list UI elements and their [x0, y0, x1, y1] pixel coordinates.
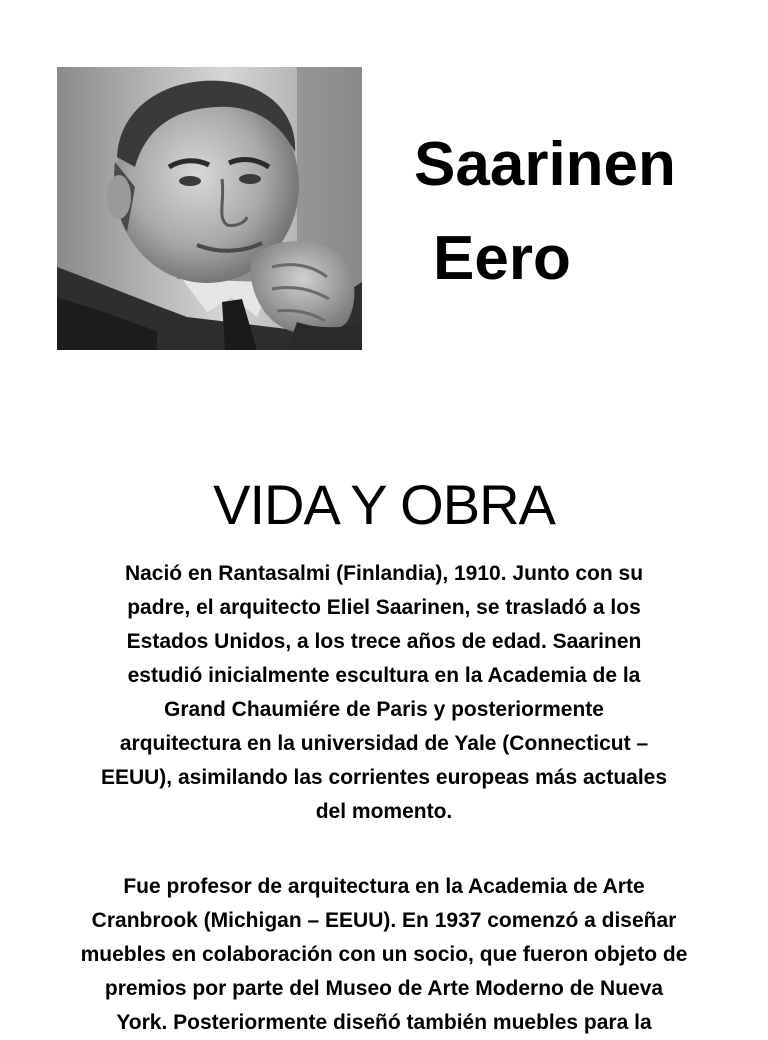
- bio-line: Fue profesor de arquitectura en la Academia de Arte: [123, 875, 645, 898]
- bio-line: Estados Unidos, a los trece años de edad. Saarinen: [126, 630, 642, 653]
- bio-line: del momento.: [315, 800, 453, 823]
- bio-line: York. Posteriormente diseñó también muebles para la: [116, 1011, 652, 1034]
- bio-line: arquitectura en la universidad de Yale (Connecticut –: [119, 732, 649, 755]
- bio-paragraph-1: [10, 557, 758, 829]
- name-line-surname: Saarinen: [414, 130, 676, 199]
- section-title: VIDA Y OBRA: [213, 473, 555, 536]
- bio-line: muebles en colaboración con un socio, que fueron objeto de: [80, 943, 688, 966]
- bio-line: premios por parte del Museo de Arte Moderno de Nueva: [104, 977, 664, 1000]
- bio-line: estudió inicialmente escultura en la Academia de la: [127, 664, 641, 687]
- portrait-illustration: [57, 67, 362, 350]
- bio-line: Nació en Rantasalmi (Finlandia), 1910. Junto con su: [124, 562, 644, 585]
- portrait-photo: [57, 67, 362, 350]
- bio-line: padre, el arquitecto Eliel Saarinen, se trasladó a los: [127, 596, 641, 619]
- bio-paragraph-2: [10, 870, 758, 1040]
- bio-line: Grand Chaumiére de Paris y posteriormente: [164, 698, 604, 721]
- bio-line: Cranbrook (Michigan – EEUU). En 1937 comenzó a diseñar: [91, 909, 677, 932]
- bio-line: EEUU), asimilando las corrientes europeas más actuales: [100, 766, 668, 789]
- name-line-given-name: Eero: [433, 224, 571, 293]
